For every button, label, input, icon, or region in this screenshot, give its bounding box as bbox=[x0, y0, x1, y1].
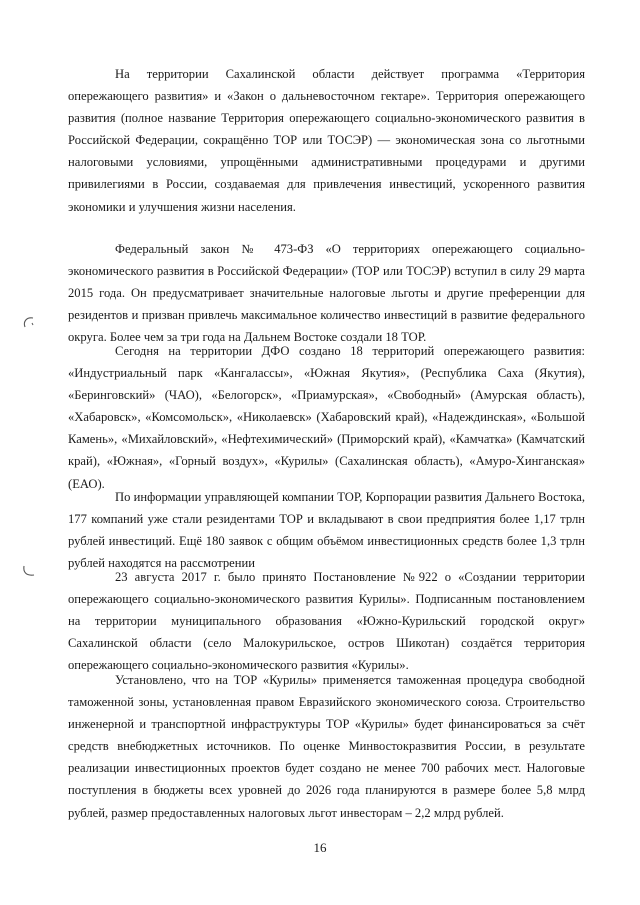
paragraph bbox=[68, 63, 585, 218]
margin-pencil-mark bbox=[20, 314, 38, 332]
paragraph bbox=[68, 238, 585, 348]
paragraph-text: На территории Сахалинской области действует программа «Территория опережающего развития» и «Закон о дальневосточном гектаре». Территория опережающего развития (полное название Территория опережающего социально-экономического развития в Российской Федерации, сокращённо ТОР или ТОСЭР) — экономическая зона со льготными налоговыми условиями, упрощёнными административными процедурами и другими привилегиями в России, создаваемая для привлечения инвестиций, ускоренного развития экономики и улучшения жизни населения. bbox=[68, 67, 585, 214]
page-number: 16 bbox=[313, 840, 327, 855]
paragraph-text: По информации управляющей компании ТОР, Корпорации развития Дальнего Востока, 177 компаний уже стали резидентами ТОР и вкладывают в свои предприятия более 1,17 трлн рублей инвестиций. Ещё 180 заявок с общим объёмом инвестиционных средств более 1,3 трлн рублей находятся на рассмотрении bbox=[68, 490, 585, 571]
paragraph bbox=[68, 669, 585, 824]
paragraph-text: 23 августа 2017 г. было принято Постановление №922 о «Создании территории опережающего социально-экономического развития Курилы». Подписанным постановлением на территории муниципального образования «Южно-Курильский городской округ» Сахалинской области (село Малокурильское, остров Шикотан) создаётся территория опережающего социально-экономического развития «Курилы». bbox=[68, 570, 585, 673]
paragraph-text: Сегодня на территории ДФО создано 18 территорий опережающего развития: «Индустриальный парк «Кангалассы», «Южная Якутия», (Республика Саха (Якутия), «Беринговский» (ЧАО), «Белогорск», «Приамурская», «Свободный» (Амурская область), «Хабаровск», «Комсомольск», «Николаевск» (Хабаровский край), «Надеждинская», «Большой Камень», «Михайловский», «Нефтехимический» (Приморский край), «Камчатка» (Камчатский край), «Южная», «Горный воздух», «Курилы» (Сахалинская область), «Амуро-Хинганская» (ЕАО). bbox=[68, 344, 585, 491]
paragraph-text: Установлено, что на ТОР «Курилы» применяется таможенная процедура свободной таможенной зоны, установленная правом Евразийского экономического союза. Строительство инженерной и транспортной инфраструктуры ТОР «Курилы» будет финансироваться за счёт средств внебюджетных источников. По оценке Минвостокразвития России, в результате реализации инвестиционных проектов будет создано не менее 700 рабочих мест. Налоговые поступления в бюджеты всех уровней до 2026 года планируются в размере более 5,8 млрд рублей, размер предоставленных налоговых льгот инвесторам – 2,2 млрд рублей. bbox=[68, 673, 585, 820]
paragraph bbox=[68, 340, 585, 495]
paragraph bbox=[68, 566, 585, 676]
paragraph bbox=[68, 486, 585, 574]
margin-pencil-mark bbox=[20, 562, 38, 580]
paragraph-text: Федеральный закон № 473-ФЗ «О территориях опережающего социально-экономического развития в Российской Федерации» (ТОР или ТОСЭР) вступил в силу 29 марта 2015 года. Он предусматривает значительные налоговые льготы и другие преференции для резидентов и призван привлечь максимальное количество инвестиций в развитие федерального округа. Более чем за три года на Дальнем Востоке создали 18 ТОР. bbox=[68, 242, 585, 345]
